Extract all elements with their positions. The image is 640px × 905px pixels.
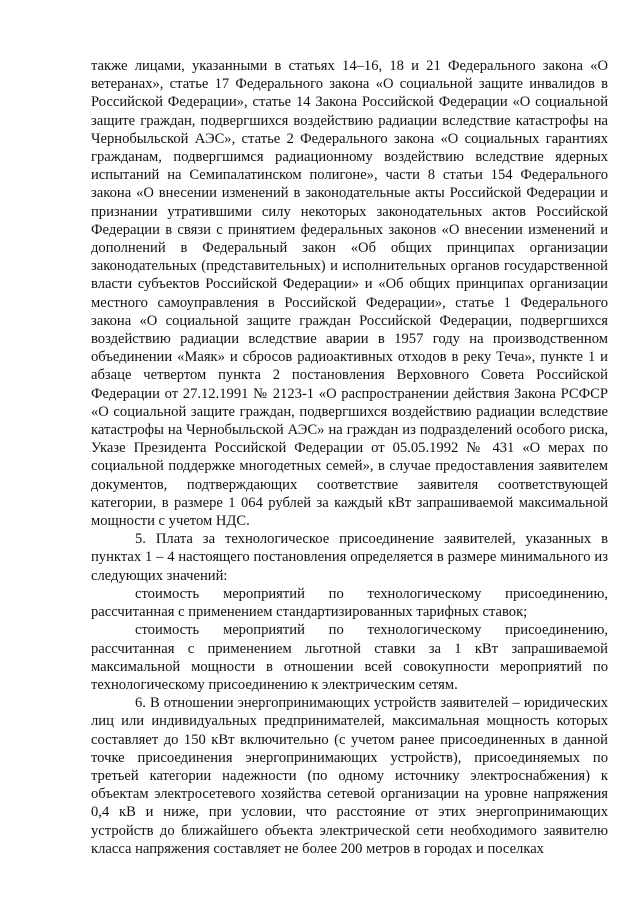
paragraph-continuation: также лицами, указанными в статьях 14–16, 18 и 21 Федерального закона «О ветеранах», статье 17 Федерального закона «О социальной защите инвалидов в Российской Федерации», статье 14 Закона Российской Федерации «О социальной защите граждан, подвергшихся воздействию радиации вследствие катастрофы на Чернобыльской АЭС», статье 2 Федерального закона «О социальных гарантиях гражданам, подвергшимся радиационному воздействию вследствие ядерных испытаний на Семипалатинском полигоне», части 8 статьи 154 Федерального закона «О внесении изменений в законодательные акты Российской Федерации и признании утратившими силу некоторых законодательных актов Российской Федерации в связи с принятием федеральных законов «О внесении изменений и дополнений в Федеральный закон «Об общих принципах организации законодательных (представительных) и исполнительных органов государственной власти субъектов Российской Федерации» и «Об общих принципах организации местного самоуправления в Российской Федерации», статье 1 Федерального закона «О социальной защите граждан Российской Федерации, подвергшихся воздействию радиации вследствие аварии в 1957 году на производственном объединении «Маяк» и сбросов радиоактивных отходов в реку Теча», пункте 1 и абзаце четвертом пункта 2 постановления Верховного Совета Российской Федерации от 27.12.1991 № 2123-1 «О распространении действия Закона РСФСР «О социальной защите граждан, подвергшихся воздействию радиации вследствие катастрофы на Чернобыльской АЭС» на граждан из подразделений особого риска, Указе Президента Российской Федерации от 05.05.1992 № 431 «О мерах по социальной поддержке многодетных семей», в случае предоставления заявителем документов, подтверждающих соответствие заявителя соответствующей категории, в размере 1 064 рублей за каждый кВт запрашиваемой максимальной мощности с учетом НДС. <box>91 58 608 530</box>
document-page <box>91 57 608 858</box>
paragraph-item-5-cost-standard: стоимость мероприятий по технологическому присоединению, рассчитанная с применением стандартизированных тарифных ставок; <box>91 585 608 621</box>
paragraph-item-6: 6. В отношении энергопринимающих устройств заявителей – юридических лиц или индивидуальных предпринимателей, максимальная мощность которых составляет до 150 кВт включительно (с учетом ранее присоединенных в данной точке присоединения энергопринимающих устройств), присоединяемых по третьей категории надежности (по одному источнику электроснабжения) к объектам электросетевого хозяйства сетевой организации на уровне напряжения 0,4 кВ и ниже, при условии, что расстояние от этих энергопринимающих устройств до ближайшего объекта электрической сети необходимого заявителю класса напряжения составляет не более 200 метров в городах и поселках <box>91 695 608 857</box>
paragraph-item-5: 5. Плата за технологическое присоединение заявителей, указанных в пунктах 1 – 4 настоящего постановления определяется в размере минимального из следующих значений: <box>91 531 608 584</box>
paragraph-item-5-cost-preferential: стоимость мероприятий по технологическому присоединению, рассчитанная с применением льготной ставки за 1 кВт запрашиваемой максимальной мощности в отношении всей совокупности мероприятий по технологическому присоединению к электрическим сетям. <box>91 622 608 693</box>
